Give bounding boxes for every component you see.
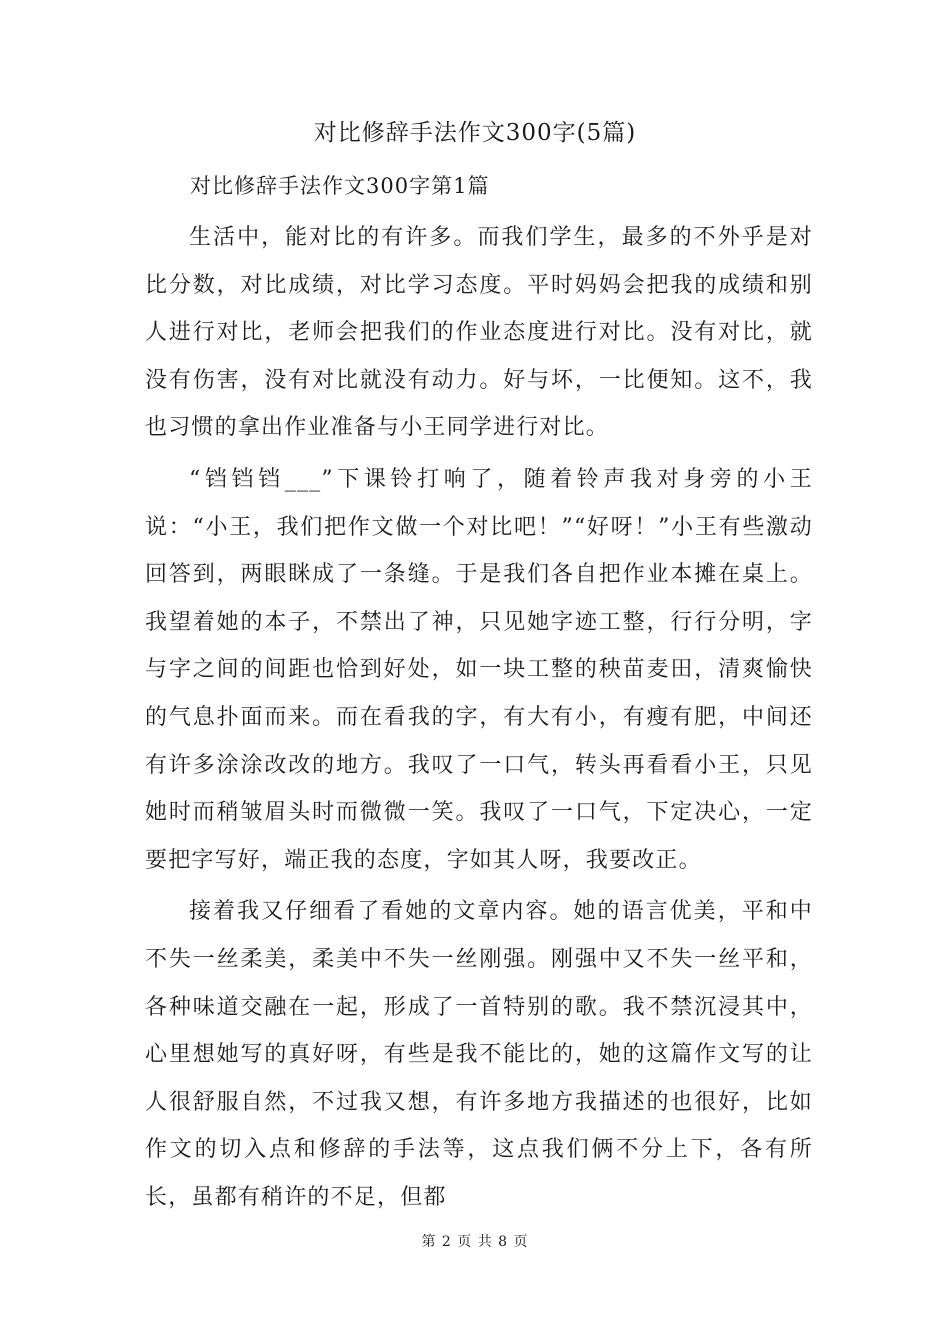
- document-title: 对比修辞手法作文300字(5篇): [313, 120, 637, 146]
- paragraph-2: “铛铛铛___”下课铃打响了，随着铃声我对身旁的小王说：“小王，我们把作文做一个对比吧！”“好呀！”小王有些激动回答到，两眼眯成了一条缝。于是我们各自把作业本摊在桌上。我望着她的本子，不禁出了神，只见她字迹工整，行行分明，字与字之间的间距也恰到好处，如一块工整的秧苗麦田，清爽愉快的气息扑面而来。而在看我的字，有大有小，有瘦有肥，中间还有许多涂涂改改的地方。我叹了一口气，转头再看看小王，只见她时而稍皱眉头时而微微一笑。我叹了一口气，下定决心，一定要把字写好，端正我的态度，字如其人呀，我要改正。: [145, 466, 813, 873]
- section-heading: 对比修辞手法作文300字第1篇: [190, 174, 490, 198]
- body-text: [145, 214, 813, 1225]
- page-number-footer: 第 2 页 共 8 页: [421, 1234, 529, 1250]
- paragraph-1: 生活中，能对比的有许多。而我们学生，最多的不外乎是对比分数，对比成绩，对比学习态度。平时妈妈会把我的成绩和别人进行对比，老师会把我们的作业态度进行对比。没有对比，就没有伤害，没有对比就没有动力。好与坏，一比便知。这不，我也习惯的拿出作业准备与小王同学进行对比。: [145, 225, 813, 441]
- paragraph-3: 接着我又仔细看了看她的文章内容。她的语言优美，平和中不失一丝柔美，柔美中不失一丝刚强。刚强中又不失一丝平和，各种味道交融在一起，形成了一首特别的歌。我不禁沉浸其中，心里想她写的真好呀，有些是我不能比的，她的这篇作文写的让人很舒服自然，不过我又想，有许多地方我描述的也很好，比如作文的切入点和修辞的手法等，这点我们俩不分上下，各有所长，虽都有稍许的不足，但都: [145, 899, 813, 1210]
